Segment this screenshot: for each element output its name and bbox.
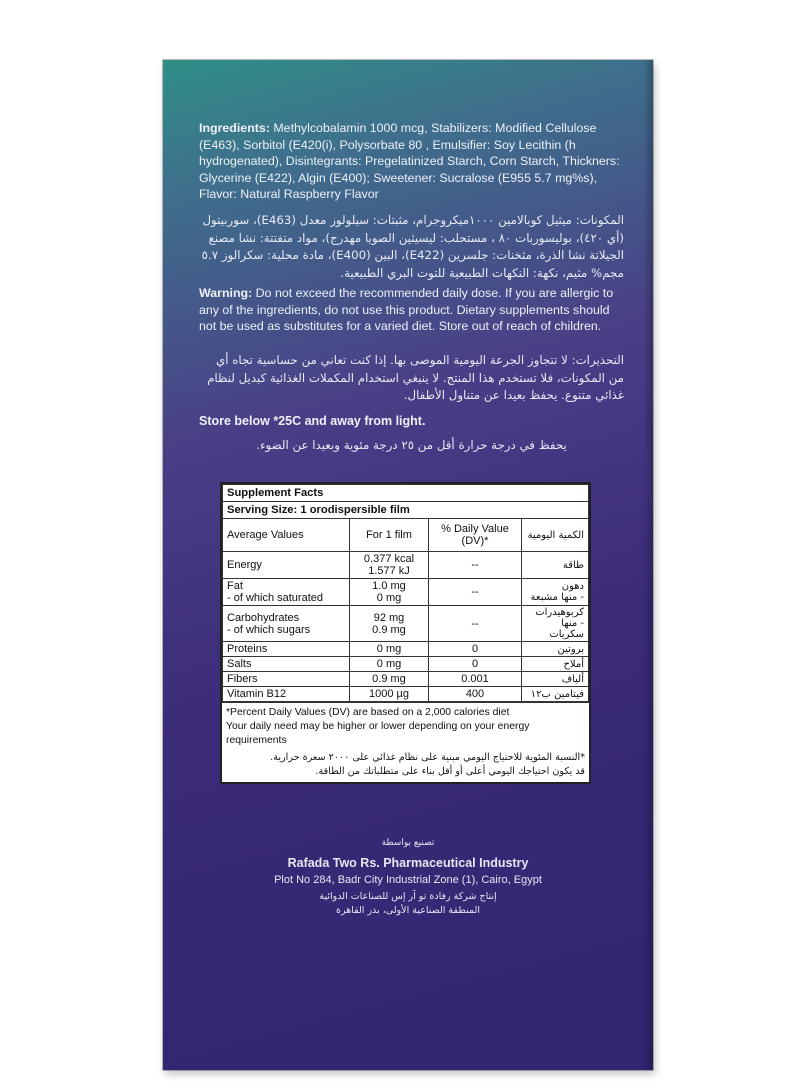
row-arabic-sub: - منها مشبعة — [530, 592, 584, 603]
row-value: 1.0 mg — [372, 580, 406, 592]
row-arabic: فيتامين ب١٢ — [522, 687, 589, 702]
footnote-daily-need: Your daily need may be higher or lower depending on your energy requirements — [226, 721, 530, 746]
manufacturer-arabic-line-2: المنطقة الصناعية الأولى، بدر القاهرة — [335, 905, 481, 916]
row-value: 0 mg — [350, 642, 429, 657]
header-arabic: الكمية اليومية — [522, 519, 589, 552]
ingredients-body: Methylcobalamin 1000 mcg, Stabilizers: Modified Cellulose (E463), Sorbitol (E420(i), Polysorbate 80 , Emulsifier: Soy Lecithin (h hydrogenated), Disintegrants: Pregelatinized Starch, Corn Starch, Thickners: Glycerine (E422), Algin (E400); Sweetener: Sucralose (E955 5.7 mg%s), Flavor: Natural Raspberry Flavor — [199, 121, 620, 201]
row-label: Fibers — [223, 672, 350, 687]
warning-label: Warning: — [199, 286, 253, 300]
row-arabic: أملاح — [522, 657, 589, 672]
manufacturer-address: Plot No 284, Badr City Industrial Zone (1), Cairo, Egypt — [274, 874, 542, 886]
row-dv: 0 — [429, 642, 522, 657]
row-value: 1000 µg — [350, 687, 429, 702]
footnote-arabic-2: قد يكون احتياجك اليومي أعلى أو أقل بناء على متطلباتك من الطاقة. — [315, 766, 585, 777]
row-arabic: بروتين — [522, 642, 589, 657]
table-row — [223, 606, 589, 642]
manufacturer-arabic-line-1: إنتاج شركة رفادة تو آر إس للصناعات الدوائية — [319, 891, 497, 902]
row-value: 0 mg — [376, 592, 402, 604]
row-value: 92 mg — [373, 611, 405, 624]
ingredients-text — [199, 120, 624, 203]
row-dv: -- — [429, 579, 522, 606]
row-dv: -- — [429, 552, 522, 579]
row-dv: 400 — [429, 687, 522, 702]
facts-footnote — [222, 702, 589, 782]
storage-text: Store below *25C and away from light. — [199, 414, 426, 428]
row-label: Carbohydrates — [227, 611, 300, 624]
storage-arabic: يحفظ في درجة حرارة أقل من ٢٥ درجة مئوية وبعيدا عن الضوء. — [256, 438, 567, 452]
serving-size: Serving Size: 1 orodispersible film — [223, 502, 589, 519]
ingredients-label: Ingredients: — [199, 121, 270, 135]
supplement-facts-panel — [220, 482, 591, 784]
manufacturer-arabic-label: تصنيع بواسطة — [381, 838, 435, 848]
row-dv: 0.001 — [429, 672, 522, 687]
table-row — [223, 579, 589, 606]
header-dv: % Daily Value (DV)* — [429, 519, 522, 552]
warning-body: Do not exceed the recommended daily dose. If you are allergic to any of the ingredients, do not use this product. Dietary supplements should not be used as substitutes for a varied diet. Store out of reach of children. — [199, 286, 614, 333]
ingredients-arabic: المكونات: ميثيل كوبالامين ١٠٠٠ميكروجرام، مثبتات: سيلولوز معدل (E463)، سوربيتول (أي ٤٢٠)، بوليسوربات ٨٠ ، مستحلب: ليسيثين الصويا مهدرج)، مواد متفتتة: نشا مصنع الجيلاتة نشا الذرة، مثخنات: جلسرين (E422)، البين (E400)، مادة محلية: سكرالوز ٥.٧ مجم% مثيم، نكهة: النكهات الطبيعية للتوت البري الطبيعية. — [201, 213, 624, 280]
row-label: Energy — [223, 552, 350, 579]
row-label: Proteins — [223, 642, 350, 657]
warning-arabic: التحذيرات: لا تتجاوز الجرعة اليومية الموصى بها. إذا كنت تعاني من حساسية تجاه أي من المكونات، فلا تستخدم هذا المنتج. لا ينبغي استخدام المكملات الغذائية كبديل لنظام غذائي متنوع. يحفظ بعيدا عن متناول الأطفال. — [207, 353, 624, 402]
header-average: Average Values — [223, 519, 350, 552]
row-value: 1.577 kJ — [368, 565, 410, 577]
table-row — [223, 552, 589, 579]
manufacturer-arabic-address — [163, 890, 653, 918]
footnote-dv: *Percent Daily Values (DV) are based on a 2,000 calories diet — [226, 707, 510, 718]
warning-text — [199, 285, 624, 335]
manufacturer-name: Rafada Two Rs. Pharmaceutical Industry — [287, 856, 529, 870]
table-row — [223, 657, 589, 672]
row-arabic: دهون — [561, 581, 584, 592]
product-box-back — [163, 60, 653, 1070]
facts-title: Supplement Facts — [223, 485, 589, 502]
row-dv: -- — [429, 606, 522, 642]
row-sublabel: - of which sugars — [227, 623, 311, 636]
footnote-arabic-1: *النسبة المئوية للاحتياج اليومي مبنية على نظام غذائي على ٢٠٠٠ سعرة حرارية. — [270, 752, 585, 763]
row-label: Vitamin B12 — [223, 687, 350, 702]
supplement-facts-table — [222, 484, 589, 702]
row-label: Salts — [223, 657, 350, 672]
row-arabic: طاقة — [522, 552, 589, 579]
row-arabic: ألياف — [522, 672, 589, 687]
row-value: 0 mg — [350, 657, 429, 672]
header-per-film: For 1 film — [350, 519, 429, 552]
table-row — [223, 672, 589, 687]
table-row — [223, 642, 589, 657]
row-value: 0.9 mg — [350, 672, 429, 687]
facts-header-row — [223, 519, 589, 552]
row-dv: 0 — [429, 657, 522, 672]
row-arabic-sub: - منها سكريات — [549, 618, 584, 640]
row-value: 0.377 kcal — [363, 553, 415, 565]
row-value: 0.9 mg — [372, 623, 406, 636]
row-arabic: كربوهيدرات — [535, 607, 584, 618]
table-row — [223, 687, 589, 702]
row-label: Fat — [227, 580, 243, 592]
row-sublabel: - of which saturated — [227, 592, 323, 604]
